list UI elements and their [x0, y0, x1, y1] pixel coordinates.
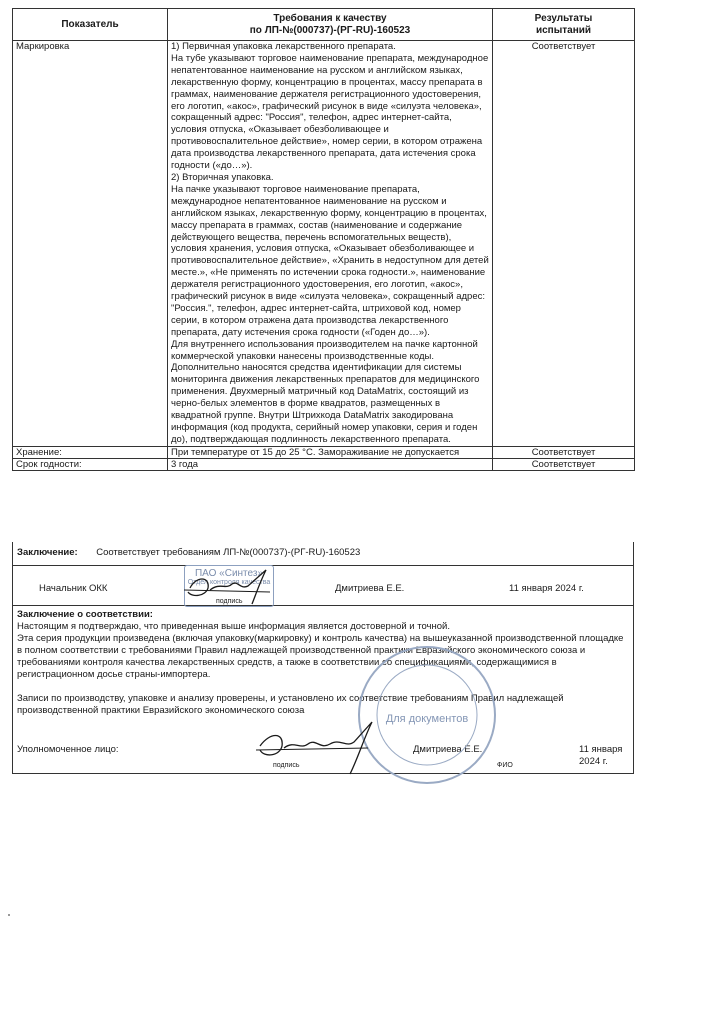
conclusion-label: Заключение:: [17, 547, 78, 558]
header-requirements: [168, 9, 493, 41]
authorized-person-date: 11 января 2024 г.: [579, 744, 623, 767]
okk-position: Начальник ОКК: [39, 583, 108, 594]
shelf-life-result: Соответствует: [493, 458, 635, 470]
compliance-paragraph-3: Записи по производству, упаковке и анализу проверены, и установлено их соответствие требованиям Правил надлежащей производственной практики Евразийского экономического союза: [17, 693, 564, 716]
marking-paragraph: 1) Первичная упаковка лекарственного препарата.: [171, 41, 396, 52]
marking-result: Соответствует: [493, 41, 635, 447]
scan-speck: [8, 914, 10, 916]
marking-paragraph: Дополнительно наносятся средства идентификации для системы мониторинга движения лекарственных препаратов для медицинского применения. Двухмерный матричный код DataMatrix, состоящий из черно-белых элементов в форме квадратов, размещенных в квадратной группе. Внутри Штрихкода DataMatrix закодирована информация (код продукта, серийный номер упаковки, серия и годен до), подтверждающая подлинность лекарственного препарата.: [171, 362, 480, 445]
marking-paragraph: На тубе указывают торговое наименование препарата, международное непатентованное наименование на русском и английском языках, лекарственную форму, концентрацию в процентах, массу препарата в граммах, наименование держателя регистрационного удостоверения, его логотип, «акос», графический рисунок в виде «силуэта человека», сокращенный адрес: "Россия", телефон, адрес интернет-сайта, условия отпуска, «Оказывает обезболивающее и противовоспалительное действие», номер серии, в котором отражена дата производства лекарственного препарата, дата истечения срока годности («до…»).: [171, 52, 489, 172]
marking-label: Маркировка: [13, 41, 168, 447]
okk-stamp-line2: Отдел контроля качества: [187, 579, 271, 586]
authorized-person-label: Уполномоченное лицо:: [17, 744, 119, 755]
conclusion-block: [12, 542, 634, 566]
shelf-life-label: Срок годности:: [13, 458, 168, 470]
shelf-life-requirement: 3 года: [168, 458, 493, 470]
marking-paragraph: Для внутреннего использования производителем на пачке картонной коммерческой упаковки нанесены производственные коды.: [171, 338, 478, 362]
compliance-paragraph-2: Эта серия продукции произведена (включая упаковку(маркировку) и контроль качества) на вышеуказанной производственной площадке в полном соответствии с требованиями Правил надлежащей производственной практики Евразийского экономического союза и требованиями контроля качества лекарственных средств, а также в соответствии со спецификациями, содержащимися в регистрационном досье страны-импортера.: [17, 633, 624, 680]
seal-text: Для документов: [385, 713, 469, 725]
header-requirements-line2: по ЛП-№(000737)-(РГ-RU)-160523: [249, 24, 411, 36]
conclusion-text: Соответствует требованиям ЛП-№(000737)-(РГ-RU)-160523: [96, 547, 361, 558]
okk-name: Дмитриева Е.Е.: [335, 583, 405, 594]
quality-table: [12, 8, 635, 471]
storage-requirement: При температуре от 15 до 25 °С. Замораживание не допускается: [168, 446, 493, 458]
storage-label: Хранение:: [13, 446, 168, 458]
authorized-signature-caption: подпись: [273, 762, 300, 769]
table-row-marking: [13, 41, 635, 447]
okk-signature-caption: подпись: [216, 598, 243, 605]
authorized-fio-caption: ФИО: [497, 762, 513, 769]
header-results-line1: Результаты: [534, 12, 593, 24]
okk-stamp-line1: ПАО «Синтез»: [194, 568, 264, 579]
header-parameter: Показатель: [13, 9, 168, 41]
authorized-signature-icon: [250, 718, 380, 778]
marking-requirements: [168, 41, 493, 447]
header-results: [493, 9, 635, 41]
header-requirements-line1: Требования к качеству: [273, 12, 387, 24]
okk-signature-icon: [170, 566, 280, 606]
okk-date: 11 января 2024 г.: [509, 583, 584, 594]
storage-result: Соответствует: [493, 446, 635, 458]
marking-paragraph: 2) Вторичная упаковка.: [171, 171, 274, 183]
authorized-person-name: Дмитриева Е.Е.: [413, 744, 483, 755]
okk-block: [12, 566, 634, 606]
header-results-line2: испытаний: [535, 24, 592, 36]
compliance-paragraph-1: Настоящим я подтверждаю, что приведенная выше информация является достоверной и точной.: [17, 621, 450, 632]
table-row-storage: [13, 446, 635, 458]
compliance-title: Заключение о соответствии:: [17, 609, 153, 620]
table-header-row: [13, 9, 635, 41]
marking-paragraph: На пачке указывают торговое наименование препарата, международное непатентованное наименование на русском и английском языках, лекарственную форму, концентрацию в процентах, массу препарата в граммах, состав (наименование и содержание действующего вещества, перечень вспомогательных веществ), условия хранения, условия отпуска, «Оказывает обезболивающее и противовоспалительное действие», «Хранить в недоступном для детей месте.», «Не применять по истечении срока годности.», наименование держателя регистрационного удостоверения, его логотип, «акос», графический рисунок в виде «силуэта человека», сокращенный адрес: "Россия.", телефон, адрес интернет-сайта, штриховой код, номер серии, в котором отражена дата производства лекарственного препарата, дату истечения срока годности («Годен до…»).: [171, 183, 489, 338]
table-row-shelf-life: [13, 458, 635, 470]
